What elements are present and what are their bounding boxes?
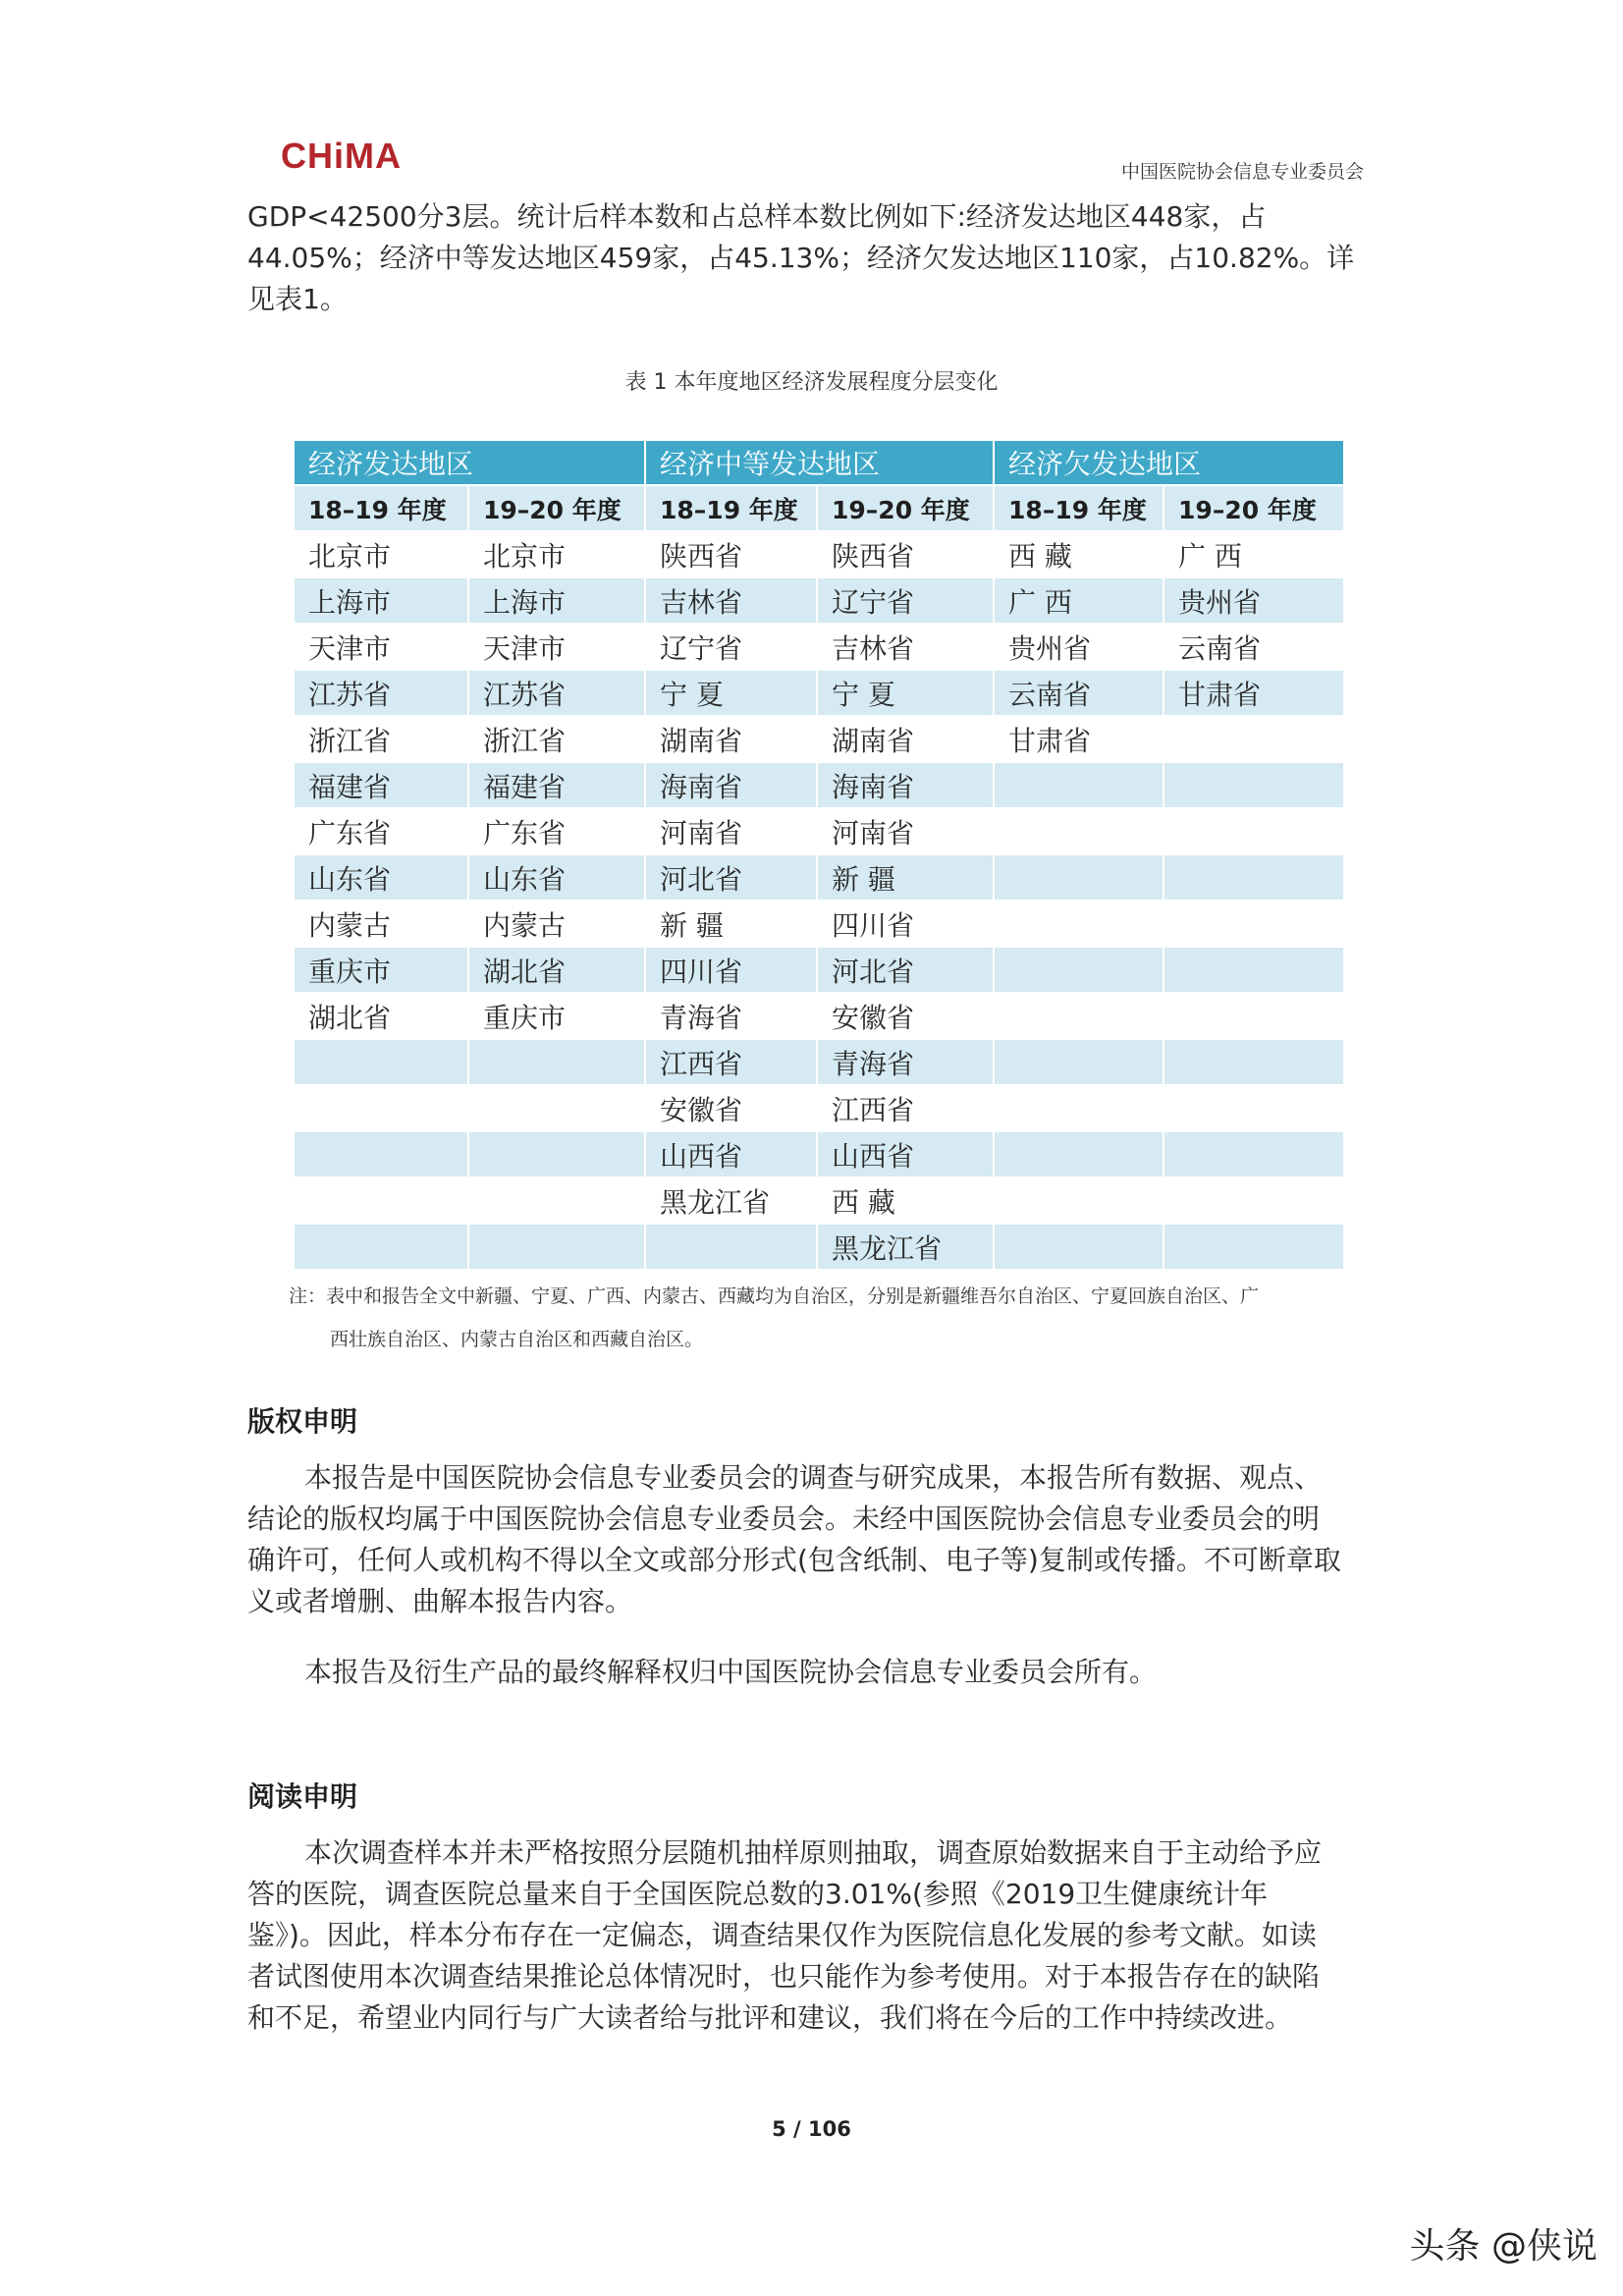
note-line: 西壮族自治区、内蒙古自治区和西藏自治区。 [330,1329,704,1350]
table-cell: 北京市 [294,531,468,577]
copyright-paragraph-2 [247,1652,1386,1693]
table-cell [294,1085,468,1131]
table-cell: 福建省 [468,762,645,808]
table-cell: 江苏省 [294,670,468,716]
table-cell [994,1224,1163,1270]
table-cell [294,1177,468,1224]
table-cell: 贵州省 [1163,577,1344,624]
table-cell [1163,947,1344,993]
table-row [294,1177,1344,1224]
table-cell [468,1131,645,1177]
reading-line: 答的医院，调查医院总量来自于全国医院总数的3.01%(参照《2019卫生健康统计年 [247,1878,1269,1910]
reading-line: 本次调查样本并未严格按照分层随机抽样原则抽取，调查原始数据来自于主动给予应 [304,1836,1323,1869]
table-cell: 黑龙江省 [645,1177,817,1224]
table-cell: 内蒙古 [468,901,645,947]
table-cell: 云南省 [994,670,1163,716]
table-cell: 山东省 [294,854,468,901]
table-cell [1163,808,1344,854]
table-cell [294,1131,468,1177]
table-row [294,1131,1344,1177]
copyright-line: 本报告及衍生产品的最终解释权归中国医院协会信息专业委员会所有。 [304,1656,1158,1688]
table-group-header [294,440,1344,485]
table-cell: 湖北省 [294,993,468,1039]
table-cell: 四川省 [645,947,817,993]
table-cell [994,1085,1163,1131]
table-cell [1163,1085,1344,1131]
group-developed: 经济发达地区 [294,440,645,485]
table-cell: 青海省 [645,993,817,1039]
table-cell [468,1085,645,1131]
table-row [294,716,1344,762]
table-cell: 河北省 [645,854,817,901]
year-header-cell: 19–20 年度 [468,485,645,531]
table-cell: 上海市 [468,577,645,624]
table-row [294,762,1344,808]
copyright-line: 确许可，任何人或机构不得以全文或部分形式(包含纸制、电子等)复制或传播。不可断章取 [247,1544,1341,1576]
year-header-cell: 19–20 年度 [1163,485,1344,531]
table-cell: 云南省 [1163,624,1344,670]
table-cell [994,901,1163,947]
watermark: 头条 @侠说 [1409,2226,1597,2267]
table-cell: 福建省 [294,762,468,808]
table-caption: 表 1 本年度地区经济发展程度分层变化 [624,370,999,395]
table-cell: 广东省 [294,808,468,854]
table-cell: 江西省 [645,1039,817,1085]
table-cell [994,993,1163,1039]
table-cell: 甘肃省 [994,716,1163,762]
group-moderately-developed: 经济中等发达地区 [645,440,994,485]
table-cell: 江西省 [817,1085,994,1131]
table-cell: 河北省 [817,947,994,993]
table-cell: 贵州省 [994,624,1163,670]
table-row [294,670,1344,716]
table-year-header [294,485,1344,531]
table-cell: 安徽省 [645,1085,817,1131]
table-cell: 宁 夏 [645,670,817,716]
intro-line: 见表1。 [247,283,348,315]
year-header-cell: 18–19 年度 [645,485,817,531]
year-header-cell: 18–19 年度 [994,485,1163,531]
table-cell: 江苏省 [468,670,645,716]
table-row [294,808,1344,854]
copyright-line: 结论的版权均属于中国医院协会信息专业委员会。未经中国医院协会信息专业委员会的明 [247,1503,1321,1535]
table-cell: 天津市 [294,624,468,670]
table-row [294,624,1344,670]
table-cell [1163,993,1344,1039]
table-cell: 湖南省 [645,716,817,762]
region-economy-table [293,439,1345,1271]
table-cell: 西 藏 [817,1177,994,1224]
page-number: 5 / 106 [772,2117,851,2141]
table-cell: 四川省 [817,901,994,947]
table-cell: 山西省 [645,1131,817,1177]
table-row [294,531,1344,577]
table-cell: 重庆市 [468,993,645,1039]
table-cell: 天津市 [468,624,645,670]
table-cell [1163,762,1344,808]
copyright-heading: 版权申明 [247,1405,358,1438]
table-cell: 北京市 [468,531,645,577]
table-row [294,901,1344,947]
table-cell: 湖南省 [817,716,994,762]
table-cell [994,854,1163,901]
table-cell: 陕西省 [817,531,994,577]
table-cell: 浙江省 [294,716,468,762]
table-cell: 上海市 [294,577,468,624]
table-cell: 新 疆 [817,854,994,901]
table-cell [645,1224,817,1270]
organization-name: 中国医院协会信息专业委员会 [1120,161,1364,183]
reading-paragraph [247,1832,1386,2039]
table-cell: 新 疆 [645,901,817,947]
table-cell: 青海省 [817,1039,994,1085]
table-cell [1163,901,1344,947]
table-cell [994,947,1163,993]
table-cell: 河南省 [645,808,817,854]
table-cell: 广东省 [468,808,645,854]
table-note [289,1275,1369,1361]
table-cell: 吉林省 [645,577,817,624]
table-cell: 安徽省 [817,993,994,1039]
year-header-cell: 18–19 年度 [294,485,468,531]
table-cell [994,1131,1163,1177]
table-row [294,854,1344,901]
table-cell: 海南省 [817,762,994,808]
table-cell: 辽宁省 [645,624,817,670]
reading-line: 者试图使用本次调查结果推论总体情况时，也只能作为参考使用。对于本报告存在的缺陷 [247,1960,1321,1993]
table-cell [1163,1131,1344,1177]
table-cell: 广 西 [994,577,1163,624]
table-cell: 重庆市 [294,947,468,993]
table-cell: 浙江省 [468,716,645,762]
table-cell [468,1177,645,1224]
table-cell [994,1039,1163,1085]
table-cell [1163,1224,1344,1270]
table-cell [994,1177,1163,1224]
table-cell: 湖北省 [468,947,645,993]
group-underdeveloped: 经济欠发达地区 [994,440,1344,485]
table-cell [1163,716,1344,762]
table-row [294,1039,1344,1085]
table-cell: 辽宁省 [817,577,994,624]
table-cell [294,1224,468,1270]
table-row [294,1224,1344,1270]
table-cell [1163,854,1344,901]
intro-line: 44.05%；经济中等发达地区459家，占45.13%；经济欠发达地区110家，占10.82%。详 [247,242,1355,274]
table-cell [1163,1177,1344,1224]
table-cell: 吉林省 [817,624,994,670]
table-cell [468,1224,645,1270]
table-cell: 广 西 [1163,531,1344,577]
table-row [294,577,1344,624]
copyright-paragraph [247,1457,1386,1622]
copyright-line: 本报告是中国医院协会信息专业委员会的调查与研究成果，本报告所有数据、观点、 [304,1461,1323,1494]
intro-paragraph [247,196,1386,320]
table-cell: 山东省 [468,854,645,901]
note-line: 注：表中和报告全文中新疆、宁夏、广西、内蒙古、西藏均为自治区，分别是新疆维吾尔自治区、宁夏回族自治区、广 [289,1285,1260,1307]
table-cell: 黑龙江省 [817,1224,994,1270]
table-cell [1163,1039,1344,1085]
reading-line: 鉴》)。因此，样本分布存在一定偏态，调查结果仅作为医院信息化发展的参考文献。如读 [247,1919,1317,1951]
table-row [294,947,1344,993]
reading-heading: 阅读申明 [247,1780,358,1813]
intro-line: GDP<42500分3层。统计后样本数和占总样本数比例如下:经济发达地区448家，占 [247,200,1267,233]
table-cell: 海南省 [645,762,817,808]
table-cell: 河南省 [817,808,994,854]
copyright-line: 义或者增删、曲解本报告内容。 [247,1585,633,1617]
table-row [294,1085,1344,1131]
table-cell: 西 藏 [994,531,1163,577]
table-cell [294,1039,468,1085]
table-cell: 甘肃省 [1163,670,1344,716]
chima-logo: CHiMA [281,136,402,176]
reading-line: 和不足，希望业内同行与广大读者给与批评和建议，我们将在今后的工作中持续改进。 [247,2001,1293,2034]
table-cell [994,762,1163,808]
table-cell: 陕西省 [645,531,817,577]
table-cell [994,808,1163,854]
table-cell: 山西省 [817,1131,994,1177]
table-cell: 宁 夏 [817,670,994,716]
year-header-cell: 19–20 年度 [817,485,994,531]
table-cell [468,1039,645,1085]
table-row [294,993,1344,1039]
table-cell: 内蒙古 [294,901,468,947]
